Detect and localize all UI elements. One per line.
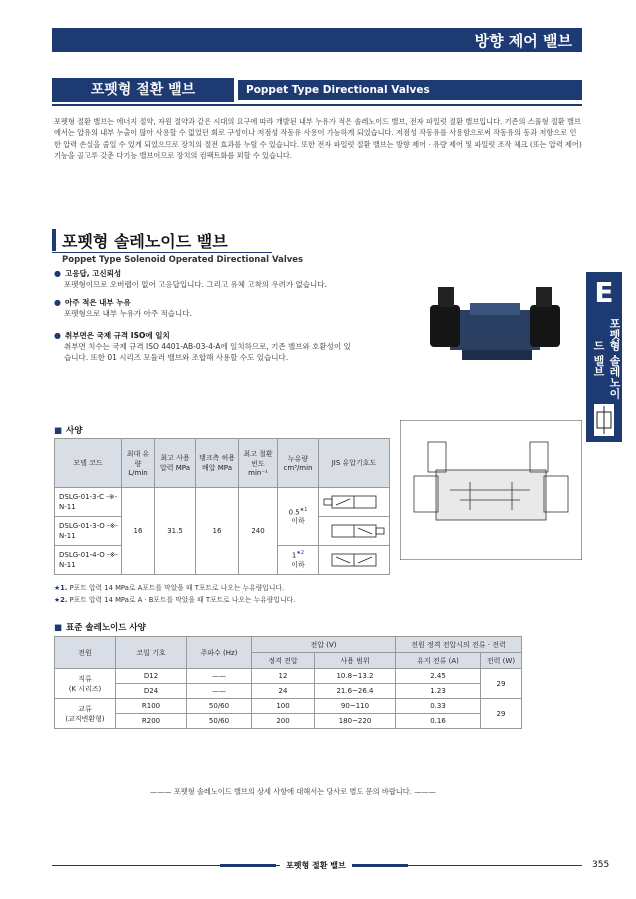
sol-header-symbol: 코일 기호 — [116, 637, 187, 669]
table-row — [55, 684, 522, 699]
leak-2-value: 1 — [291, 551, 297, 560]
spec-header-leak: 누유량 cm³/min — [278, 439, 319, 488]
chapter-label: 포펫형 솔레노이드 밸브 — [592, 317, 621, 399]
note-1-mark: ★1. — [54, 584, 68, 592]
feature-1 — [54, 268, 384, 290]
sol-header-hold: 유지 전류 (A) — [396, 653, 481, 669]
power-dc — [55, 669, 116, 699]
symbol-cell — [319, 488, 390, 517]
coil-symbol: R100 — [116, 699, 187, 714]
symbol-cell — [319, 517, 390, 546]
footer-bar-left — [220, 864, 276, 867]
coil-symbol: D24 — [116, 684, 187, 699]
leak-rate-2 — [278, 546, 319, 575]
feature-2-body: 포펫형으로 내부 누유가 아주 적습니다. — [64, 309, 192, 318]
feature-1-head: ● 고응답, 고신뢰성 — [54, 268, 384, 279]
spec-header-backpressure: 탱크측 허용 배압 MPa — [196, 439, 239, 488]
spec-table — [54, 438, 390, 575]
power-type: 교류 — [78, 704, 92, 713]
model-code: DSLG-01-3-O -※-N-11 — [55, 517, 122, 546]
table-row — [55, 699, 522, 714]
feature-3 — [54, 330, 354, 363]
max-flow: 16 — [122, 488, 155, 575]
leak-2-unit: 이하 — [291, 560, 305, 569]
subsection-title: 포펫형 솔레노이드 밸브 — [62, 232, 228, 251]
section-title-en: Poppet Type Directional Valves — [238, 80, 582, 100]
coil-symbol: D12 — [116, 669, 187, 684]
leak-1-unit: 이하 — [291, 517, 305, 526]
coil-symbol: R200 — [116, 714, 187, 729]
page-number: 355 — [592, 860, 610, 870]
category-header — [52, 28, 582, 52]
voltage-range: 180~220 — [315, 714, 396, 729]
max-pressure: 31.5 — [155, 488, 196, 575]
power-watt: 29 — [481, 699, 522, 729]
solenoid-heading: ■ 표준 솔레노이드 사양 — [54, 621, 146, 633]
sol-header-range: 사용 범위 — [315, 653, 396, 669]
footer-bar-right — [352, 864, 408, 867]
leak-1-star: ★1 — [299, 506, 308, 513]
sol-header-power: 전원 — [55, 637, 116, 669]
symbol-cell — [319, 546, 390, 575]
feature-3-head: ● 취부면은 국제 규격 ISO에 일치 — [54, 330, 354, 341]
model-code: DSLG-01-4-O -※-N-11 — [55, 546, 122, 575]
tank-back-pressure: 16 — [196, 488, 239, 575]
power-series: (K 시리즈) — [68, 684, 102, 693]
hold-current: 0.33 — [396, 699, 481, 714]
frequency: —— — [187, 684, 252, 699]
spec-header-pressure: 최고 사용 압력 MPa — [155, 439, 196, 488]
model-code: DSLG-01-3-C -※-N-11 — [55, 488, 122, 517]
voltage-range: 90~110 — [315, 699, 396, 714]
hydraulic-symbol-icon — [322, 491, 386, 511]
rated-voltage: 12 — [252, 669, 315, 684]
note-2-text: P포트 압력 14 MPa로 A · B포트를 막았을 때 T포트로 나오는 누유량입니다. — [69, 596, 296, 604]
sol-header-voltage: 전압 (V) — [252, 637, 396, 653]
leak-rate-1 — [278, 488, 319, 546]
valve-photo — [410, 275, 570, 370]
hold-current: 1.23 — [396, 684, 481, 699]
spec-header-frequency: 최고 절환 빈도 min⁻¹ — [239, 439, 278, 488]
note-1-text: P포트 압력 14 MPa로 A포트를 막았을 때 T포트로 나오는 누유량입니다. — [69, 584, 285, 592]
spec-heading: ■ 사양 — [54, 424, 82, 436]
section-divider — [52, 104, 582, 106]
chapter-tab — [586, 272, 622, 442]
sol-header-freq: 주파수 (Hz) — [187, 637, 252, 669]
subsection-title-en: Poppet Type Solenoid Operated Directional Valves — [62, 255, 304, 265]
sol-header-rated: 정격 전압 — [252, 653, 315, 669]
section-title: 포펫형 절환 밸브 — [52, 78, 234, 102]
leak-2-star: ★2 — [296, 550, 305, 557]
footer-title: 포펫형 절환 밸브 — [280, 860, 352, 871]
sol-header-current-power: 전원 정격 전압시의 전류 · 전력 — [396, 637, 522, 653]
frequency: —— — [187, 669, 252, 684]
rated-voltage: 100 — [252, 699, 315, 714]
max-frequency: 240 — [239, 488, 278, 575]
power-ac — [55, 699, 116, 729]
table-row — [55, 488, 390, 517]
hold-current: 2.45 — [396, 669, 481, 684]
category-title: 방향 제어 밸브 — [474, 32, 572, 50]
note-1 — [54, 582, 284, 592]
leak-1-value: 0.5 — [288, 508, 300, 517]
chapter-letter: E — [594, 276, 614, 309]
feature-1-body: 포펫형이므로 오버랩이 없어 고응답입니다. 그리고 유체 고착의 우려가 없습니다. — [64, 280, 327, 289]
spec-header-flow: 최대 유량 L/min — [122, 439, 155, 488]
spec-header-model: 모델 코드 — [55, 439, 122, 488]
subsection-divider — [52, 252, 272, 253]
voltage-range: 21.6~26.4 — [315, 684, 396, 699]
feature-2 — [54, 297, 384, 319]
hydraulic-symbol-icon — [322, 549, 386, 569]
solenoid-table — [54, 636, 522, 729]
frequency: 50/60 — [187, 714, 252, 729]
rated-voltage: 24 — [252, 684, 315, 699]
valve-section-diagram — [400, 420, 582, 560]
contact-note: ——— 포펫형 솔레노이드 밸브의 상세 사항에 대해서는 당사로 별도 문의 바랍니다. ——— — [150, 787, 436, 796]
frequency: 50/60 — [187, 699, 252, 714]
valve-symbol-icon — [594, 404, 614, 436]
note-2 — [54, 594, 295, 604]
voltage-range: 10.8~13.2 — [315, 669, 396, 684]
subsection-marker — [52, 229, 56, 251]
table-row — [55, 714, 522, 729]
feature-3-body: 취부면 치수는 국제 규격 ISO 4401-AB-03-4-A에 일치하므로, 기존 밸브와 호환성이 있습니다. 또한 01 시리즈 모듈러 밸브와 조합해 사용할 수도 있습니다. — [64, 342, 351, 362]
power-series: (교직변환형) — [65, 714, 105, 723]
spec-header-symbol: JIS 유압기호도 — [319, 439, 390, 488]
rated-voltage: 200 — [252, 714, 315, 729]
note-2-mark: ★2. — [54, 596, 68, 604]
power-watt: 29 — [481, 669, 522, 699]
sol-header-watt: 전력 (W) — [481, 653, 522, 669]
hold-current: 0.16 — [396, 714, 481, 729]
hydraulic-symbol-icon — [322, 520, 386, 540]
table-row — [55, 669, 522, 684]
feature-2-head: ● 아주 적은 내부 누유 — [54, 297, 384, 308]
power-type: 직류 — [78, 674, 92, 683]
intro-paragraph: 포펫형 절환 밸브는 에너지 절약, 자원 절약과 같은 시대의 요구에 따라 개발된 내부 누유가 적은 솔레노이드 밸브, 전자 파일럿 절환 밸브입니다. 기존의 스풀형 절환 밸브에서는 압유의 내부 누출이 많아 사용할 수 없었던 회로 구성이나 저점성 작동유 사용이 가능하게 되었습니다. 저점성 작동유를 사용함으로써 작동유의 동과 저항으로 인한 압력 손실을 줄일 수 있게 되었으므로 장치의 절전 효과를 누릴 수 있습니다. 또한 전자 파일럿 절환 밸브는 방향 제어 · 유량 제어 및 파일럿 조작 체크 (또는 압력 제어) 기능을 골고루 갖춘 다기능 밸브이므로 장치의 컴팩트화를 꾀할 수 있습니다. — [54, 117, 582, 161]
